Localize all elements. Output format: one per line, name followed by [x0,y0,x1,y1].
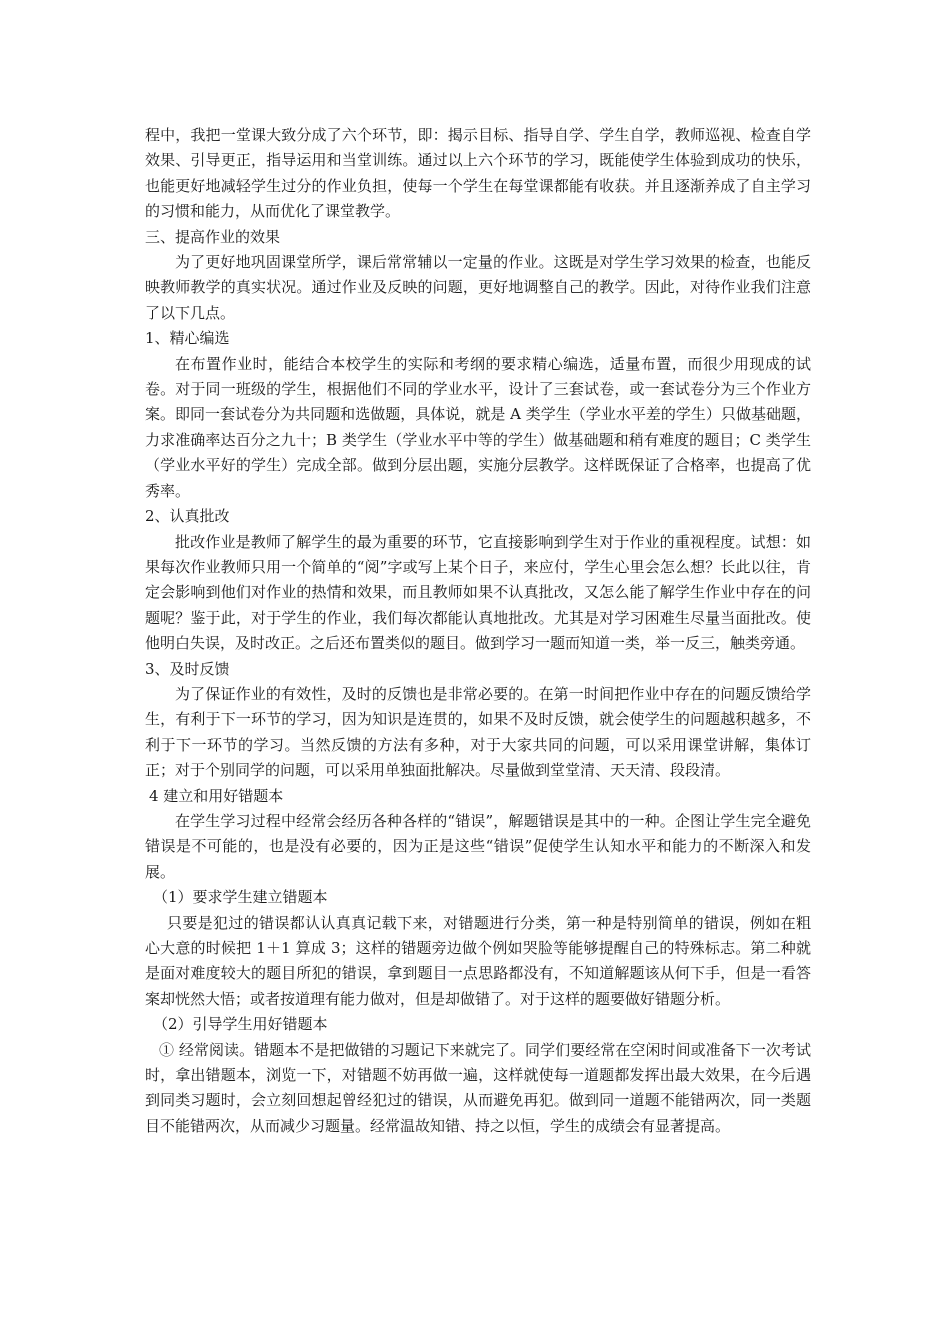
intro-paragraph: 程中，我把一堂课大致分成了六个环节，即：揭示目标、指导自学、学生自学，教师巡视、检查自学效果、引导更正，指导运用和当堂训练。通过以上六个环节的学习，既能使学生体验到成功的快乐，也能更好地减轻学生过分的作业负担，使每一个学生在每堂课都能有收获。并且逐渐养成了自主学习的习惯和能力，从而优化了课堂教学。 [145,126,811,221]
item4-text: 在学生学习过程中经常会经历各种各样的“错误”，解题错误是其中的一种。企图让学生完全避免错误是不可能的，也是没有必要的，因为正是这些“错误”促使学生认知水平和能力的不断深入和发展。 [145,811,811,881]
item1-text: 在布置作业时，能结合本校学生的实际和考纲的要求精心编选，适量布置，而很少用现成的试卷。对于同一班级的学生，根据他们不同的学业水平，设计了三套试卷，或一套试卷分为三个作业方案。即同一套试卷分为共同题和选做题，具体说，就是 A 类学生（学业水平差的学生）只做基础题，力求准确率达百分之九十；B 类学生（学业水平中等的学生）做基础题和稍有难度的题目；C 类学生（学业水平好的学生）完成全部。做到分层出题，实施分层教学。这样既保证了合格率，也提高了优秀率。 [145,354,811,500]
sub1-text: 只要是犯过的错误都认认真真记载下来，对错题进行分类，第一种是特别简单的错误，例如在粗心大意的时候把 1＋1 算成 3；这样的错题旁边做个例如哭脸等能够提醒自己的特殊标志。第二种就是面对难度较大的题目所犯的错误，拿到题目一点思路都没有，不知道解题该从何下手，但是一看答案却恍然大悟；或者按道理有能力做对，但是却做错了。对于这样的题要做好错题分析。 [145,913,811,1008]
document-body [145,123,811,1139]
item2-text: 批改作业是教师了解学生的最为重要的环节，它直接影响到学生对于作业的重视程度。试想：如果每次作业教师只用一个简单的“阅”字或写上某个日子，来应付，学生心里会怎么想？长此以往，肯定会影响到他们对作业的热情和效果，而且教师如果不认真批改，又怎么能了解学生作业中存在的问题呢？鉴于此，对于学生的作业，我们每次都能认真地批改。尤其是对学习困难生尽量当面批改。使他明白失误，及时改正。之后还布置类似的题目。做到学习一题而知道一类，举一反三，触类旁通。 [145,532,811,653]
item2-heading: 2、认真批改 [145,507,230,526]
item1-heading: 1、精心编选 [145,329,230,348]
sub2-heading: （2）引导学生用好错题本 [153,1015,328,1034]
item4-heading: 4 建立和用好错题本 [149,786,284,805]
section3-intro: 为了更好地巩固课堂所学，课后常常辅以一定量的作业。这既是对学生学习效果的检查，也能反映教师教学的真实状况。通过作业及反映的问题，更好地调整自己的教学。因此，对待作业我们注意了以下几点。 [145,253,811,322]
item3-heading: 3、及时反馈 [145,659,230,678]
sub2-text: ① 经常阅读。错题本不是把做错的习题记下来就完了。同学们要经常在空闲时间或准备下一次考试时，拿出错题本，浏览一下，对错题不妨再做一遍，这样就使每一道题都发挥出最大效果，在今后遇到同类习题时，会立刻回想起曾经犯过的错误，从而避免再犯。做到同一道题不能错两次，同一类题目不能错两次，从而减少习题量。经常温故知错、持之以恒，学生的成绩会有显著提高。 [145,1040,811,1135]
section3-heading: 三、提高作业的效果 [145,227,281,246]
sub1-heading: （1）要求学生建立错题本 [153,888,328,907]
item3-text: 为了保证作业的有效性，及时的反馈也是非常必要的。在第一时间把作业中存在的问题反馈给学生，有利于下一环节的学习，因为知识是连贯的，如果不及时反馈，就会使学生的问题越积越多，不利于下一环节的学习。当然反馈的方法有多种，对于大家共同的问题，可以采用课堂讲解，集体订正；对于个别同学的问题，可以采用单独面批解决。尽量做到堂堂清、天天清、段段清。 [145,684,811,780]
